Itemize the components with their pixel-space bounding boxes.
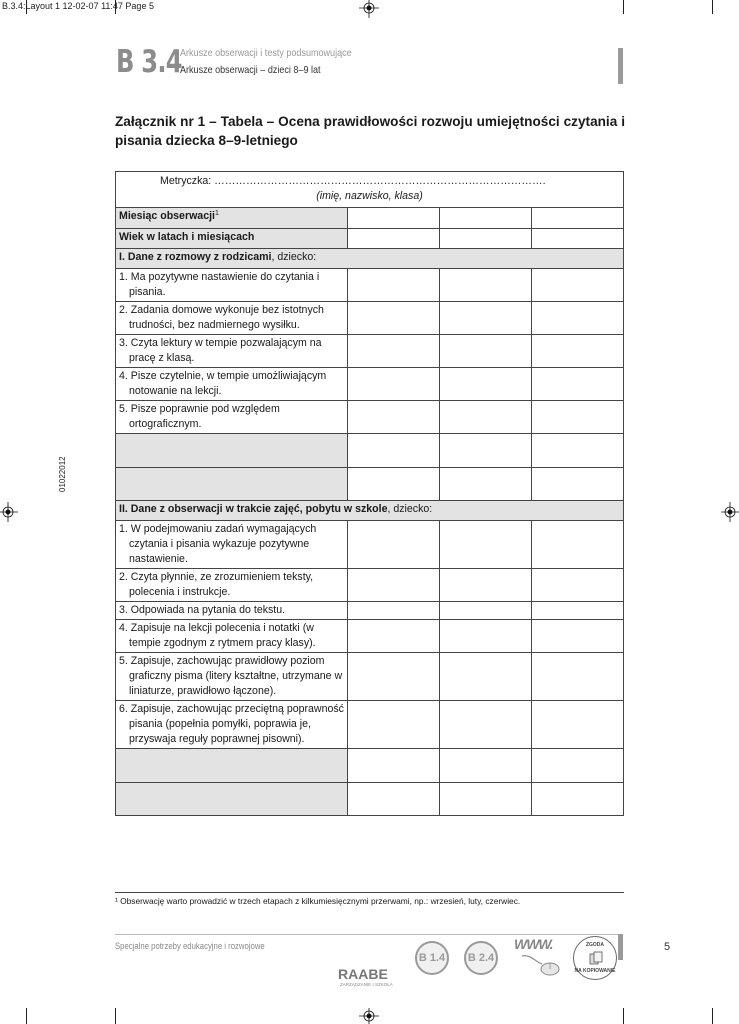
section-code: B 3.4 bbox=[116, 44, 182, 80]
footnote: ¹ Obserwację warto prowadzić w trzech etapach z kilkumiesięcznymi przerwami, np.: wrzesień, luty, czerwiec. bbox=[115, 896, 521, 906]
list-item: 5. Pisze poprawnie pod względem ortograficznym. bbox=[116, 401, 348, 434]
table-cell[interactable] bbox=[532, 302, 624, 335]
badge-b24[interactable]: B 2.4 bbox=[464, 941, 498, 975]
list-item: 4. Pisze czytelnie, w tempie umożliwiającym notowanie na lekcji. bbox=[116, 368, 348, 401]
stamp-top-text: ZGODA bbox=[585, 942, 605, 948]
table-cell[interactable] bbox=[532, 401, 624, 434]
metryczka-label: Metryczka: bbox=[160, 175, 212, 187]
www-logo: WWW. bbox=[514, 936, 553, 952]
crop-mark bbox=[26, 1008, 27, 1024]
badge-b14[interactable]: B 1.4 bbox=[415, 941, 449, 975]
list-item: 5. Zapisuje, zachowując prawidłowy poziom graficzny pisma (litery kształtne, utrzymane w liniaturze, prawidłowo łączone). bbox=[116, 653, 348, 701]
header-category: Arkusze obserwacji i testy podsumowujące bbox=[180, 47, 352, 59]
registration-mark-icon bbox=[719, 502, 739, 522]
table-cell[interactable] bbox=[440, 653, 532, 701]
table-cell[interactable] bbox=[348, 208, 440, 229]
table-row bbox=[116, 653, 624, 701]
table-cell[interactable] bbox=[348, 368, 440, 401]
table-cell[interactable] bbox=[348, 602, 440, 620]
table-cell[interactable] bbox=[532, 783, 624, 816]
month-label-cell: Miesiąc obserwacji$^1$ bbox=[116, 208, 348, 229]
table-row bbox=[116, 335, 624, 368]
footnote-divider bbox=[115, 892, 624, 893]
list-item: 3. Czyta lektury w tempie pozwalającym na pracę z klasą. bbox=[116, 335, 348, 368]
table-cell[interactable] bbox=[532, 701, 624, 749]
table-cell[interactable] bbox=[440, 620, 532, 653]
header-subtitle: Arkusze obserwacji – dzieci 8–9 lat bbox=[180, 64, 321, 76]
table-cell[interactable] bbox=[440, 701, 532, 749]
table-cell[interactable] bbox=[532, 602, 624, 620]
table-row bbox=[116, 468, 624, 501]
table-row bbox=[116, 172, 624, 208]
table-row bbox=[116, 208, 624, 229]
table-cell[interactable] bbox=[348, 521, 440, 569]
empty-cell[interactable] bbox=[116, 434, 348, 468]
table-cell[interactable] bbox=[440, 434, 532, 468]
empty-cell[interactable] bbox=[116, 783, 348, 816]
table-cell[interactable] bbox=[532, 569, 624, 602]
table-cell[interactable] bbox=[532, 620, 624, 653]
table-row bbox=[116, 620, 624, 653]
document-title: Załącznik nr 1 – Tabela – Ocena prawidłowości rozwoju umiejętności czytania i pisania dziecka 8–9-letniego bbox=[115, 114, 625, 148]
copy-pages-icon bbox=[589, 951, 603, 965]
table-cell[interactable] bbox=[348, 401, 440, 434]
table-row bbox=[116, 229, 624, 249]
crop-mark bbox=[623, 0, 624, 14]
section-heading: II. Dane z obserwacji w trakcie zajęć, pobytu w szkole, dziecko: bbox=[116, 501, 624, 521]
table-cell[interactable] bbox=[348, 620, 440, 653]
table-cell[interactable] bbox=[440, 208, 532, 229]
table-cell[interactable] bbox=[440, 269, 532, 302]
table-cell[interactable] bbox=[532, 229, 624, 249]
footer-bar bbox=[618, 934, 623, 960]
table-cell[interactable] bbox=[532, 653, 624, 701]
table-cell[interactable] bbox=[348, 701, 440, 749]
table-row bbox=[116, 749, 624, 783]
page-number: 5 bbox=[664, 941, 671, 953]
metryczka-dots: …………………………………………………………………………………. bbox=[214, 175, 546, 187]
mouse-icon bbox=[520, 952, 560, 978]
table-cell[interactable] bbox=[440, 569, 532, 602]
table-cell[interactable] bbox=[440, 783, 532, 816]
observation-table bbox=[115, 171, 624, 816]
list-item: 1. W podejmowaniu zadań wymagających czytania i pisania wykazuje pozytywne nastawienie. bbox=[116, 521, 348, 569]
table-cell[interactable] bbox=[440, 468, 532, 501]
table-cell[interactable] bbox=[348, 468, 440, 501]
table-row bbox=[116, 368, 624, 401]
print-slug: B.3.4:Layout 1 12-02-07 11:47 Page 5 bbox=[2, 1, 154, 11]
empty-cell[interactable] bbox=[116, 468, 348, 501]
footer-divider bbox=[115, 934, 621, 935]
table-row bbox=[116, 783, 624, 816]
table-cell[interactable] bbox=[532, 521, 624, 569]
table-row bbox=[116, 401, 624, 434]
footer-series-title: Specjalne potrzeby edukacyjne i rozwojowe bbox=[115, 941, 265, 951]
table-cell[interactable] bbox=[440, 335, 532, 368]
crop-mark bbox=[712, 1008, 713, 1024]
publisher-logo: RAABE bbox=[338, 966, 388, 982]
table-cell[interactable] bbox=[440, 401, 532, 434]
table-row bbox=[116, 434, 624, 468]
table-cell[interactable] bbox=[440, 602, 532, 620]
registration-mark-icon bbox=[359, 0, 379, 20]
table-cell[interactable] bbox=[348, 569, 440, 602]
table-cell[interactable] bbox=[532, 208, 624, 229]
table-cell[interactable] bbox=[532, 368, 624, 401]
table-row bbox=[116, 302, 624, 335]
table-cell[interactable] bbox=[532, 468, 624, 501]
table-row bbox=[116, 701, 624, 749]
table-row bbox=[116, 602, 624, 620]
table-cell[interactable] bbox=[348, 302, 440, 335]
side-number: 01022012 bbox=[58, 456, 67, 492]
metryczka-hint: (imię, nazwisko, klasa) bbox=[316, 190, 423, 202]
table-row bbox=[116, 269, 624, 302]
publisher-tagline: ZARZĄDZANIE I SZKOŁA bbox=[340, 982, 393, 987]
table-cell[interactable] bbox=[348, 783, 440, 816]
registration-mark-icon bbox=[0, 502, 20, 522]
crop-mark bbox=[712, 0, 713, 14]
table-cell[interactable] bbox=[532, 269, 624, 302]
table-cell[interactable] bbox=[532, 335, 624, 368]
table-row bbox=[116, 569, 624, 602]
crop-mark bbox=[115, 1008, 116, 1024]
list-item: 6. Zapisuje, zachowując przeciętną poprawność pisania (popełnia pomyłki, poprawia je, przyswaja reguły poprawnej pisowni). bbox=[116, 701, 348, 749]
table-cell[interactable] bbox=[348, 269, 440, 302]
metryczka-cell[interactable] bbox=[116, 172, 624, 208]
empty-cell[interactable] bbox=[116, 749, 348, 783]
table-cell[interactable] bbox=[440, 368, 532, 401]
table-cell[interactable] bbox=[532, 749, 624, 783]
table-cell[interactable] bbox=[440, 229, 532, 249]
table-cell[interactable] bbox=[348, 335, 440, 368]
section-heading: I. Dane z rozmowy z rodzicami, dziecko: bbox=[116, 249, 624, 269]
table-cell[interactable] bbox=[348, 434, 440, 468]
registration-mark-icon bbox=[359, 1006, 379, 1024]
list-item: 3. Odpowiada na pytania do tekstu. bbox=[116, 602, 348, 620]
table-row bbox=[116, 249, 624, 269]
table-row bbox=[116, 501, 624, 521]
list-item: 1. Ma pozytywne nastawienie do czytania i pisania. bbox=[116, 269, 348, 302]
table-cell[interactable] bbox=[348, 229, 440, 249]
crop-mark bbox=[623, 1008, 624, 1024]
list-item: 2. Zadania domowe wykonuje bez istotnych trudności, bez nadmiernego wysiłku. bbox=[116, 302, 348, 335]
table-cell[interactable] bbox=[532, 434, 624, 468]
table-row bbox=[116, 521, 624, 569]
table-cell[interactable] bbox=[348, 749, 440, 783]
header-bar bbox=[618, 48, 623, 84]
table-cell[interactable] bbox=[440, 521, 532, 569]
table-cell[interactable] bbox=[348, 653, 440, 701]
copy-permission-stamp bbox=[573, 936, 617, 980]
list-item: 4. Zapisuje na lekcji polecenia i notatki (w tempie zgodnym z rytmem pracy klasy). bbox=[116, 620, 348, 653]
stamp-bottom-text: NA KOPIOWANIE bbox=[574, 968, 616, 974]
list-item: 2. Czyta płynnie, ze zrozumieniem teksty, polecenia i instrukcje. bbox=[116, 569, 348, 602]
table-cell[interactable] bbox=[440, 302, 532, 335]
age-label-cell: Wiek w latach i miesiącach bbox=[116, 229, 348, 249]
table-cell[interactable] bbox=[440, 749, 532, 783]
